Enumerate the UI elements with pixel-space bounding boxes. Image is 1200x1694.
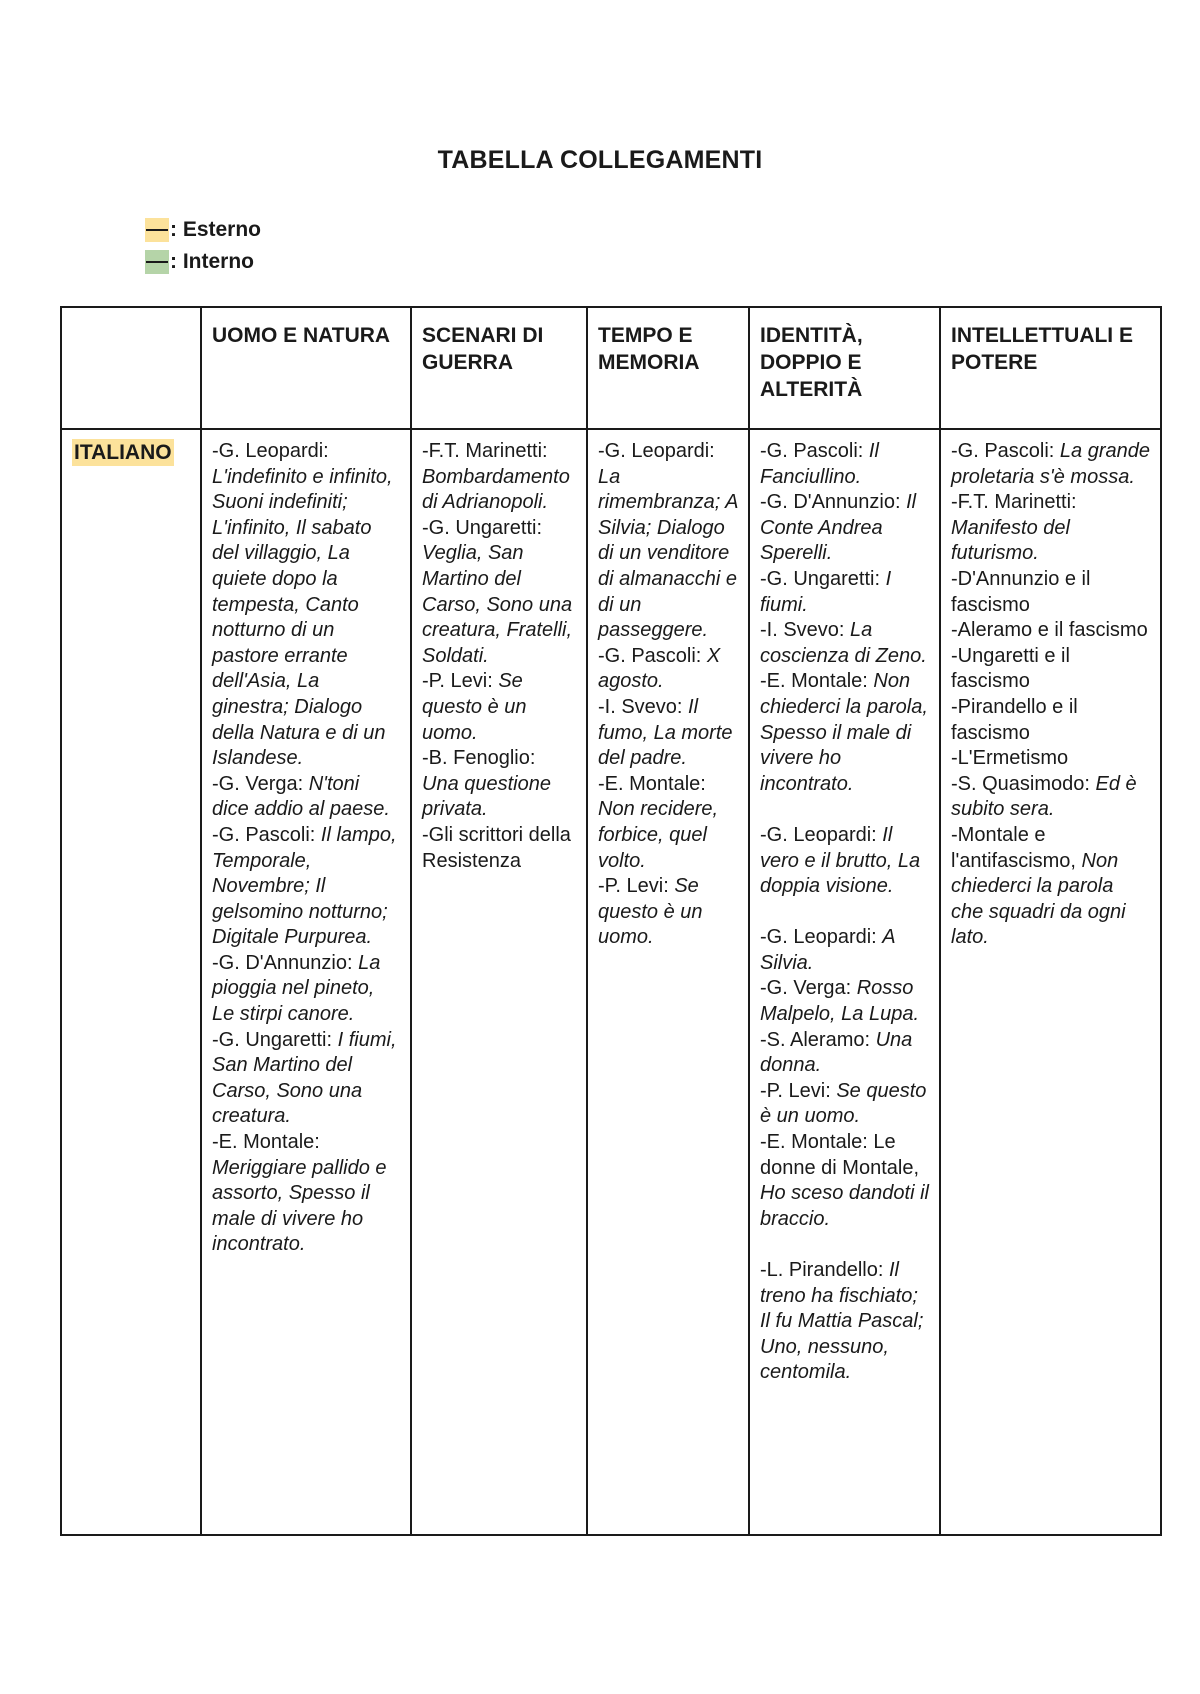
author-text: -P. Levi: (422, 670, 499, 693)
work-title: Una questione privata. (422, 772, 551, 821)
cell-entry (951, 695, 1150, 746)
cell-entry (760, 1079, 929, 1130)
row-label-italiano: ITALIANO (74, 441, 172, 464)
author-text: -G. Pascoli: (212, 823, 321, 846)
work-title: Il fumo, La morte del padre. (598, 695, 733, 770)
entry-spacer (760, 1232, 929, 1258)
cell-entry (760, 618, 929, 669)
cell-entry (760, 823, 929, 900)
author-text: -G. Pascoli: (760, 440, 869, 462)
cell-entry (422, 669, 576, 746)
work-title: La coscienza di Zeno. (760, 619, 927, 667)
cell-entry (598, 695, 738, 772)
author-text: -G. D'Annunzio: (212, 951, 359, 974)
author-text: -Pirandello e il fascismo (951, 695, 1078, 744)
cell-uomo-e-natura (201, 429, 411, 1535)
header-uomo-e-natura: UOMO E NATURA (201, 307, 411, 429)
work-title: L'indefinito e infinito, Suoni indefiniti; L'infinito, Il sabato del villaggio, La quiete dopo la tempesta, Canto notturno di un pastore errante dell'Asia, La ginestra; Dialogo della Natura e di un Islandese. (212, 465, 393, 770)
author-text: -Gli scrittori della Resistenza (422, 823, 571, 872)
cell-entry (760, 1130, 929, 1232)
cell-identita-doppio-alterita (749, 429, 940, 1535)
header-scenari-di-guerra: SCENARI DI GUERRA (411, 307, 587, 429)
cell-entry (951, 618, 1150, 644)
cell-entry (951, 644, 1150, 695)
cell-entry (422, 746, 576, 823)
cell-entry (951, 567, 1150, 618)
cell-entry (422, 439, 576, 516)
work-title: X agosto. (598, 644, 721, 693)
author-text: -I. Svevo: (598, 695, 689, 718)
author-text: -G. Verga: (212, 772, 309, 795)
legend-item-esterno (145, 214, 261, 246)
cell-entry (760, 669, 929, 797)
author-text: -F.T. Marinetti: (422, 440, 548, 462)
cell-entry (951, 490, 1150, 567)
work-title: Manifesto del futurismo. (951, 516, 1070, 565)
cell-entry (760, 976, 929, 1027)
entry-spacer (760, 797, 929, 823)
author-text: -G. Leopardi: (760, 926, 883, 949)
cell-entry (760, 925, 929, 976)
work-title: N'toni dice addio al paese. (212, 772, 390, 821)
cell-entry (212, 823, 400, 951)
header-tempo-e-memoria: TEMPO E MEMORIA (587, 307, 749, 429)
cell-entry (598, 439, 738, 644)
cell-entry (212, 1028, 400, 1130)
author-text: -G. Ungaretti: (212, 1028, 338, 1051)
author-text: -G. Leopardi: (760, 823, 883, 846)
author-text: -E. Montale: (212, 1131, 320, 1154)
row-header-cell (61, 429, 201, 1535)
cell-entry (212, 1130, 400, 1258)
work-title: Se questo è un uomo. (598, 875, 703, 949)
table-header-row (61, 307, 1161, 429)
work-title: Se questo è un uomo. (422, 670, 527, 744)
author-text: -G. Pascoli: (598, 644, 707, 667)
author-text: -G. Leopardi: (598, 440, 715, 462)
cell-entry (422, 823, 576, 874)
work-title: Bombardamento di Adrianopoli. (422, 465, 570, 514)
cell-entry (760, 567, 929, 618)
header-intellettuali-e-potere: INTELLETTUALI E POTERE (940, 307, 1161, 429)
author-text: -I. Svevo: (760, 619, 851, 642)
legend-swatch-interno (145, 250, 169, 274)
author-text: -E. Montale: (760, 670, 874, 693)
work-title: Ed è subito sera. (951, 772, 1137, 821)
work-title: Il treno ha fischiato; Il fu Mattia Pascal; Uno, nessuno, centomila. (760, 1259, 924, 1384)
cell-entry (760, 439, 929, 490)
work-title: I fiumi. (760, 567, 892, 616)
author-text: -G. D'Annunzio: (760, 491, 907, 514)
entry-spacer (760, 900, 929, 926)
cell-entry (598, 772, 738, 874)
table-row-italiano (61, 429, 1161, 1535)
work-title: Ho sceso dandoti il braccio. (760, 1182, 929, 1230)
cell-entry (212, 772, 400, 823)
work-title: I fiumi, San Martino del Carso, Sono una creatura. (212, 1028, 397, 1128)
work-title: Non chiederci la parola che squadri da ogni lato. (951, 849, 1126, 949)
header-identita-doppio-alterita: IDENTITÀ, DOPPIO E ALTERITÀ (749, 307, 940, 429)
author-text: -Aleramo e il fascismo (951, 619, 1148, 642)
cell-entry (951, 823, 1150, 951)
cell-tempo-e-memoria (587, 429, 749, 1535)
work-title: Meriggiare pallido e assorto, Spesso il male di vivere ho incontrato. (212, 1156, 387, 1256)
author-text: -B. Fenoglio: (422, 747, 536, 770)
work-title: Non chiederci la parola, Spesso il male di vivere ho incontrato. (760, 670, 928, 795)
cell-entry (951, 746, 1150, 772)
work-title: Se questo è un uomo. (760, 1079, 927, 1128)
cell-scenari-di-guerra (411, 429, 587, 1535)
work-title: Veglia, San Martino del Carso, Sono una creatura, Fratelli, Soldati. (422, 542, 573, 667)
page-title: TABELLA COLLEGAMENTI (437, 146, 763, 174)
cell-entry (598, 644, 738, 695)
legend-item-interno (145, 246, 261, 278)
work-title: Il lampo, Temporale, Novembre; Il gelsomino notturno; Digitale Purpurea. (212, 823, 397, 949)
cell-entry (951, 439, 1150, 490)
author-text: -F.T. Marinetti: (951, 491, 1077, 514)
work-title: Il vero e il brutto, La doppia visione. (760, 823, 921, 898)
author-text: -P. Levi: (598, 875, 675, 898)
cell-entry (598, 874, 738, 951)
author-text: -G. Pascoli: (951, 440, 1060, 462)
author-text: -S. Aleramo: (760, 1028, 876, 1051)
author-text: -G. Verga: (760, 977, 857, 1000)
author-text: -G. Ungaretti: (422, 516, 543, 539)
work-title: Il Conte Andrea Sperelli. (760, 491, 917, 565)
author-text: -L. Pirandello: (760, 1259, 889, 1281)
author-text: -G. Leopardi: (212, 440, 329, 462)
work-title: La rimembranza; A Silvia; Dialogo di un venditore di almanacchi e di un passeggere. (598, 465, 738, 642)
author-text: -S. Quasimodo: (951, 772, 1096, 795)
work-title: Una donna. (760, 1028, 913, 1077)
legend-swatch-esterno (145, 218, 169, 242)
author-text: -L'Ermetismo (951, 747, 1069, 770)
connections-table (60, 306, 1162, 1536)
work-title: La grande proletaria s'è mossa. (951, 440, 1150, 488)
cell-entry (951, 772, 1150, 823)
author-text: -G. Ungaretti: (760, 567, 886, 590)
author-text: -Ungaretti e il fascismo (951, 644, 1070, 693)
author-text: -P. Levi: (760, 1079, 837, 1102)
author-text: -E. Montale: (598, 772, 706, 795)
header-cell-empty (61, 307, 201, 429)
author-text: -D'Annunzio e il fascismo (951, 567, 1091, 616)
legend (145, 214, 261, 278)
work-title: A Silvia. (760, 926, 895, 974)
author-text: -E. Montale: Le donne di Montale, (760, 1131, 920, 1179)
cell-entry (422, 516, 576, 670)
cell-entry (212, 951, 400, 1028)
work-title: Il Fanciullino. (760, 440, 879, 488)
author-text: -Montale e l'antifascismo, (951, 823, 1082, 872)
work-title: Non recidere, forbice, quel volto. (598, 798, 719, 872)
cell-entry (760, 1258, 929, 1386)
work-title: Rosso Malpelo, La Lupa. (760, 977, 920, 1026)
cell-entry (760, 490, 929, 567)
cell-entry (212, 439, 400, 772)
cell-intellettuali-e-potere (940, 429, 1161, 1535)
cell-entry (760, 1028, 929, 1079)
work-title: La pioggia nel pineto, Le stirpi canore. (212, 951, 381, 1026)
legend-label-esterno: : Esterno (170, 218, 262, 241)
legend-label-interno: : Interno (170, 250, 254, 273)
